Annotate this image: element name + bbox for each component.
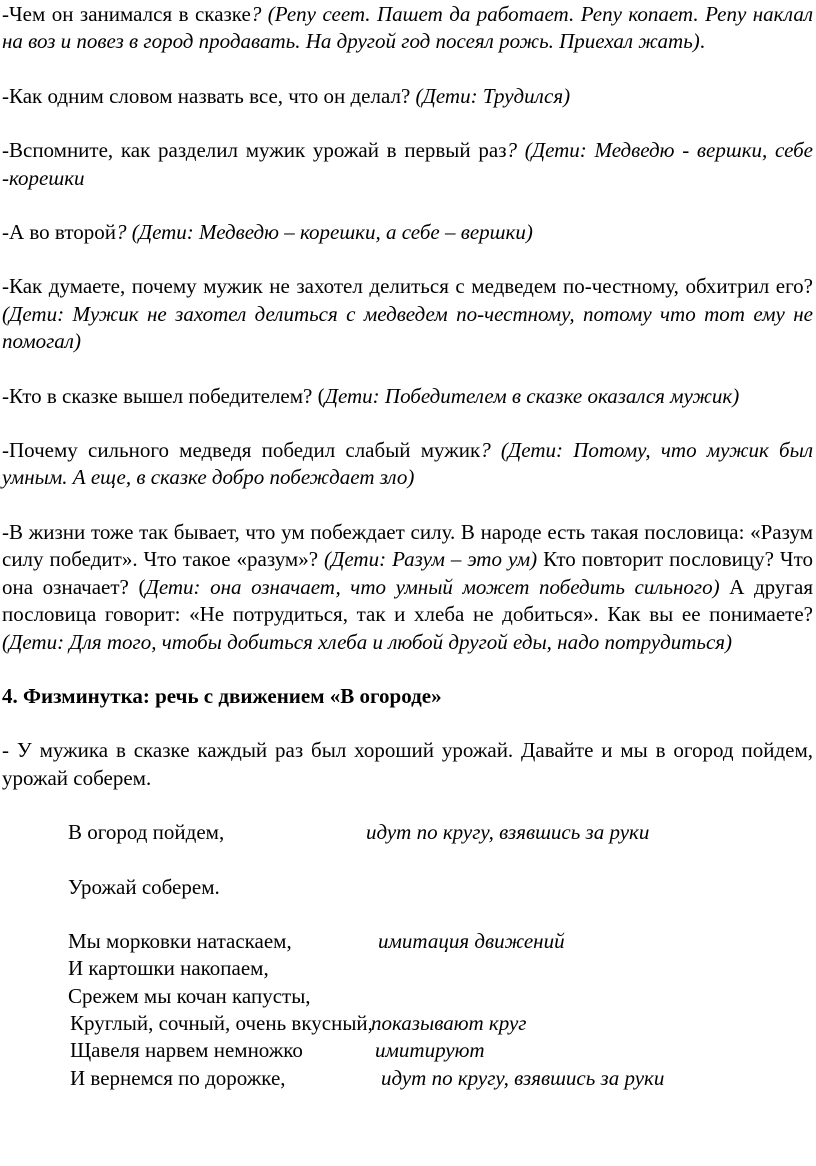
poem-action: идут по кругу, взявшись за руки [366, 820, 650, 845]
poem-text: Урожай соберем. [68, 874, 220, 899]
answer-text: Дети: Победителем в сказке оказался мужик) [324, 383, 740, 408]
question-text: -Как одним словом назвать все, что он делал? [2, 83, 416, 108]
answer-text: Дети: она означает, что умный может победить сильного) [145, 574, 720, 599]
poem-text: Щавеля нарвем немножко [70, 1038, 303, 1063]
poem-text: В огород пойдем, [68, 820, 225, 845]
section-heading: 4. Физминутка: речь с движением «В огороде» [2, 683, 442, 708]
question-paragraph [2, 219, 813, 246]
answer-text: (Дети: Для того, чтобы добиться хлеба и любой другой еды, надо потрудиться) [2, 629, 733, 654]
poem-text: Срежем мы кочан капусты, [68, 983, 311, 1008]
poem-line [68, 928, 813, 955]
question-text: -А во второй [2, 220, 116, 245]
poem-text: Мы морковки натаскаем, [68, 928, 292, 953]
poem-line [68, 983, 813, 1010]
answer-text: ? (Дети: Потому, что мужик был умным. А еще, в сказке добро побеждает зло) [2, 438, 813, 490]
answer-text: (Дети: Разум – это ум) [324, 547, 538, 572]
poem-action: имитируют [375, 1038, 485, 1063]
question-paragraph [2, 83, 813, 110]
poem-text: И картошки накопаем, [68, 956, 269, 981]
poem-line [68, 1037, 813, 1064]
poem-line [68, 955, 813, 982]
question-paragraph [2, 1, 813, 56]
answer-text: ? (Репу сеет. Пашет да работает. Репу копает. Репу наклал на воз и повез в город продавать. На другой год посеял рожь. Приехал жать) [2, 2, 813, 54]
question-text: -Вспомните, как разделил мужик урожай в первый раз [2, 138, 507, 163]
question-paragraph [2, 383, 813, 410]
question-paragraph [2, 519, 813, 656]
dialogue-section [2, 1, 813, 656]
poem-text: Круглый, сочный, очень вкусный, [70, 1011, 373, 1036]
poem-line [68, 1010, 813, 1037]
poem-line [68, 1065, 813, 1092]
question-paragraph [2, 137, 813, 192]
question-text: А другая пословица говорит: «Не потрудиться, так и хлеба не добиться». Как вы ее понимаете? [2, 574, 813, 627]
question-paragraph [2, 273, 813, 355]
intro-paragraph: - У мужика в сказке каждый раз был хороший урожай. Давайте и мы в огород пойдем, урожай соберем. [2, 738, 813, 790]
question-text: -В жизни тоже так бывает, что ум побеждает силу. В народе есть такая пословица: «Разум силу победит». Что такое «разум»? [2, 519, 813, 572]
question-text: -Кто в сказке вышел победителем? ( [2, 383, 325, 408]
question-text: -Как думаете, почему мужик не захотел делиться с медведем по-честному, обхитрил его? [2, 274, 813, 299]
question-text: -Почему сильного медведя победил слабый мужик [2, 438, 481, 463]
question-paragraph [2, 437, 813, 492]
question-text: -Чем он занимался в сказке [2, 2, 251, 26]
poem-action: показывают круг [371, 1011, 527, 1036]
answer-text: ? (Дети: Медведю – корешки, а себе – вершки) [115, 220, 533, 245]
answer-text: (Дети: Трудился) [415, 83, 571, 108]
poem-action: идут по кругу, взявшись за руки [381, 1065, 665, 1090]
answer-text: ? (Дети: Медведю - вершки, себе -корешки [2, 138, 813, 190]
poem-line [68, 874, 813, 901]
poem [68, 819, 813, 1092]
question-text: . [699, 29, 706, 54]
poem-action: имитация движений [378, 928, 565, 953]
question-text: Кто повторит пословицу? Что она означает? ( [2, 547, 813, 599]
answer-text: (Дети: Мужик не захотел делиться с медведем по-честному, потому что тот ему не помогал) [2, 301, 813, 354]
poem-line [68, 819, 813, 846]
poem-text: И вернемся по дорожке, [70, 1065, 286, 1090]
